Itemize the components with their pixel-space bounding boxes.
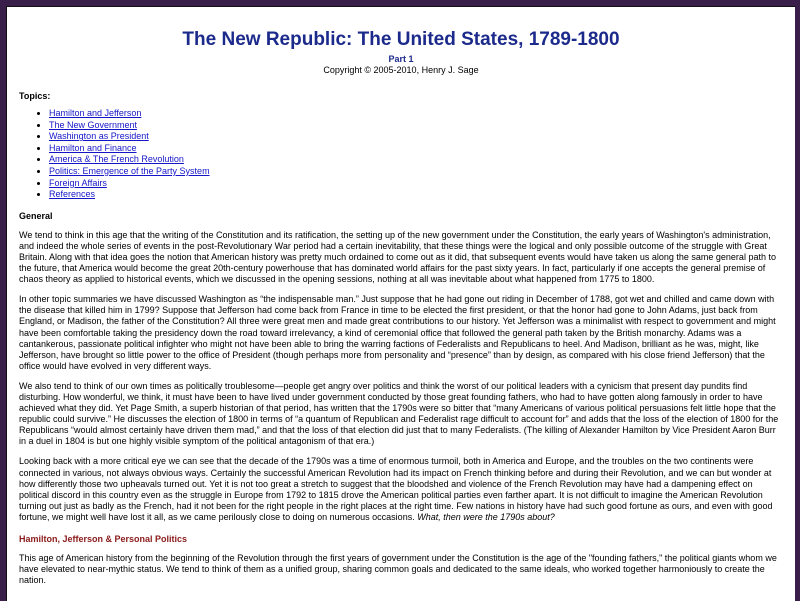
topic-link-foreign-affairs[interactable]: Foreign Affairs — [49, 177, 107, 188]
paragraph: We tend to think in this age that the writing of the Constitution and its ratification, the setting up of the new government under the Constitution, the early years of Washington's administration, and indeed the whole series of events in the post-Revolutionary War period had a certain inevitability, that these things were the logical and only possible outcome of the struggle with Great Britain. Along with that idea goes the notion that American history was pretty much ordained to come out as it did, that subsequent events would have taken us along the same general path to the future, that America would become the great 20th-century powerhouse that has dominated world affairs for the past sixty years. In fact, particularly if one accepts the general premise of chaos theory as applied to historical events, which we discussed in the opening sessions, nothing at all was inevitable about what happened from 1775 to 1800. — [19, 229, 776, 285]
topic-link-hamilton-finance[interactable]: Hamilton and Finance — [49, 142, 137, 153]
page-title: The New Republic: The United States, 1789-1800 — [182, 29, 620, 50]
paragraph-text: Looking back with a more critical eye we can see that the decade of the 1790s was a time of enormous turmoil, both in America and Europe, and the troubles on the two continents were connected in various, not always obvious ways. Certainly the successful American Revolution had its impact on French thinking before and during their Revolution, and we can but wonder at how differently those two upheavals turned out. Yet it is not too great a stretch to suggest that the bloodshed and violence of the French Revolution may have had a dampening effect on political discord in this country even as the struggle in Europe from 1792 to 1815 drove the American political parties even farther apart. It is not difficult to imagine the American Revolution turning out just as badly as the French, had it not been for the right people in the right places at the right time. Few nations in history have had such good fortune as ours, and even with good fortune, we might well have lost it all, as we came perilously close to doing on numerous occasions. — [19, 456, 773, 522]
topic-item — [49, 143, 783, 155]
topic-link-new-government[interactable]: The New Government — [49, 119, 138, 130]
copyright-notice: Copyright © 2005-2010, Henry J. Sage — [323, 65, 479, 75]
section-heading-hamilton: Hamilton, Jefferson & Personal Politics — [19, 534, 188, 544]
paragraph-question: What, then were the 1790s about? — [417, 511, 555, 522]
topic-item — [49, 154, 783, 166]
topic-link-hamilton-jefferson[interactable]: Hamilton and Jefferson — [49, 108, 142, 118]
topic-item — [49, 189, 783, 201]
topic-link-party-system[interactable]: Politics: Emergence of the Party System — [49, 165, 210, 176]
topic-link-french-revolution[interactable]: America & The French Revolution — [49, 154, 184, 165]
topic-item — [49, 166, 783, 178]
topics-list — [19, 108, 783, 201]
paragraph: This age of American history from the beginning of the Revolution through the first years of government under the Constitution is the age of the "founding fathers," the political giants whom we have elevated to near-mythic status. We tend to think of them as a unified group, sharing common goals and dedicated to the same ideals, who worked together harmoniously to create the nation. — [19, 553, 777, 586]
topic-item — [49, 178, 783, 190]
topic-item — [49, 131, 783, 143]
topic-item — [49, 120, 783, 132]
document-body — [7, 29, 795, 586]
paragraph: In other topic summaries we have discussed Washington as “the indispensable man.” Just suppose that he had gone out riding in December of 1788, got wet and chilled and came down with the disease that killed him in 1799? Suppose that Jefferson had come back from France in time to be elected the first president, or that the honor had gone to John Adams, just back from England, or Madison, the father of the Constitution? All three were great men and made great contributions to our history. Yet Jefferson was a minimalist with respect to government and might have been comfortable taking the presidency down the road toward irrelevancy, a kind of ceremonial office that followed the general path taken by the British monarchy. Adams was a cantankerous, passionate political infighter who might not have been able to bring the warring factions of Federalists and Republicans to heel. And Madison, brilliant as he was, might, like Jefferson, have brought so little power to the office of President (though perhaps more from personality and “presence” than by design, as compared with his close friend Jefferson) that the office would have evolved in very different ways. — [19, 294, 776, 371]
part-label: Part 1 — [388, 54, 414, 64]
paragraph — [19, 456, 783, 523]
topic-item — [49, 108, 783, 120]
topic-link-washington-president[interactable]: Washington as President — [49, 131, 149, 142]
topic-link-references[interactable]: References — [49, 189, 96, 200]
page-frame — [6, 6, 795, 601]
section-heading-general: General — [19, 210, 53, 221]
topics-heading: Topics: — [19, 91, 51, 101]
paragraph: We also tend to think of our own times as politically troublesome—people get angry over politics and think the worst of our political leaders with a cynicism that present day pundits find disturbing. How wonderful, we think, it must have been to have lived under government conducted by those great founding fathers, who had to have gotten along famously in order to have achieved what they did. Yet Page Smith, a superb historian of that period, has written that the 1790s were so bitter that “many Americans of various political persuasions felt little hope that the republic could survive.” He discusses the election of 1800 in terms of “a quantum of Republican and Federalist rage difficult to account for” and adds that the loss of the election of 1800 for the Republicans “would almost certainly have driven them mad,” and that the loss of that election did just that to many Federalists. (The killing of Alexander Hamilton by Vice President Aaron Burr in a duel in 1804 is but one highly visible symptom of the political antagonism of that era.) — [19, 380, 779, 447]
